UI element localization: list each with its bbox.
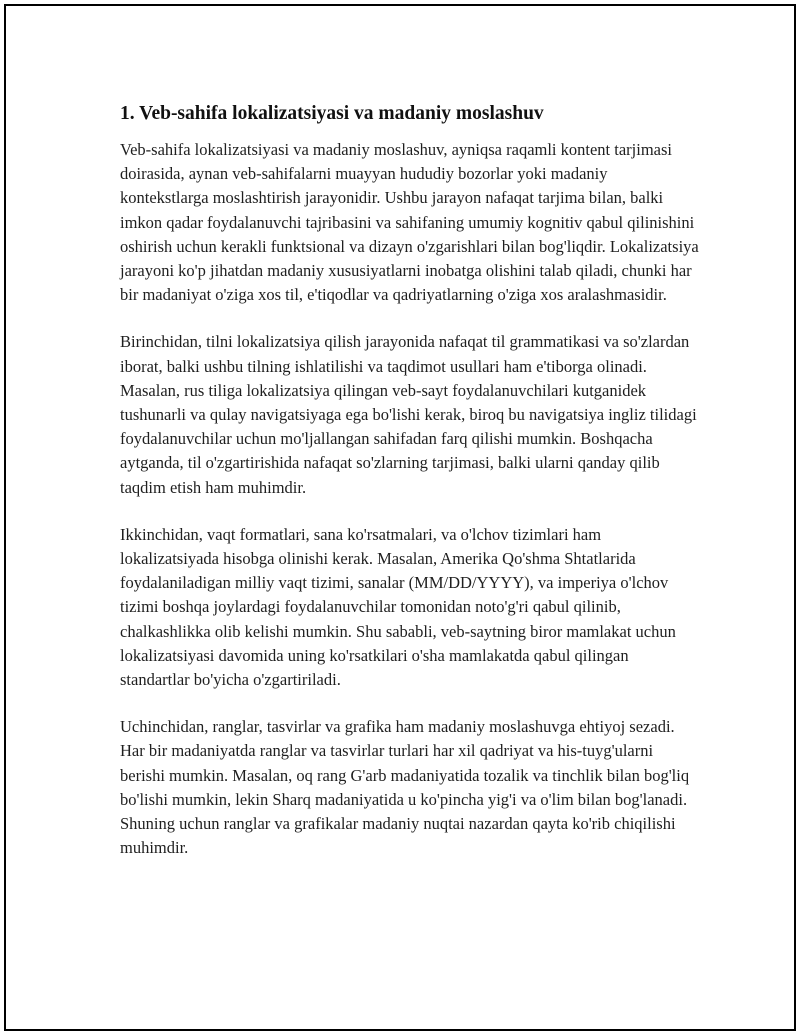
page-frame [4,4,796,1031]
paragraph-intro: Veb-sahifa lokalizatsiyasi va madaniy moslashuv, ayniqsa raqamli kontent tarjimasi doirasida, aynan veb-sahifalarni muayyan hududiy bozorlar yoki madaniy kontekstlarga moslashtirish jarayonidir. Ushbu jarayon nafaqat tarjima bilan, balki imkon qadar foydalanuvchi tajribasini va sahifaning umumiy kognitiv qabul qilinishini oshirish uchun kerakli funktsional va dizayn o'zgarishlari bilan bog'liqdir. Lokalizatsiya jarayoni ko'p jihatdan madaniy xususiyatlarni inobatga olishini talab qiladi, chunki har bir madaniyat o'ziga xos til, e'tiqodlar va qadriyatlarning o'ziga xos aralashmasidir. [120,140,699,305]
section-title: 1. Veb-sahifa lokalizatsiyasi va madaniy moslashuv [120,103,544,124]
paragraph-third-point: Uchinchidan, ranglar, tasvirlar va grafika ham madaniy moslashuvga ehtiyoj sezadi. Har bir madaniyatda ranglar va tasvirlar turlari har xil qadriyat va his-tuyg'ularni berishi mumkin. Masalan, oq rang G'arb madaniyatida tozalik va tinchlik bilan bog'liq bo'lishi mumkin, lekin Sharq madaniyatida u ko'pincha yig'i va o'lim bilan bog'lanadi. Shuning uchun ranglar va grafikalar madaniy nuqtai nazardan qayta ko'rib chiqilishi muhimdir. [120,717,690,858]
paragraph-second-point: Ikkinchidan, vaqt formatlari, sana ko'rsatmalari, va o'lchov tizimlari ham lokalizatsiyada hisobga olinishi kerak. Masalan, Amerika Qo'shma Shtatlarida foydalaniladigan milliy vaqt tizimi, sanalar (MM/DD/YYYY), va imperiya o'lchov tizimi boshqa joylardagi foydalanuvchilar tomonidan noto'g'ri qabul qilinib, chalkashlikka olib kelishi mumkin. Shu sababli, veb-saytning biror mamlakat uchun lokalizatsiyasi davomida uning ko'rsatkilari o'sha mamlakatda qabul qilingan standartlar bo'yicha o'zgartiriladi. [120,524,676,690]
paragraph-first-point: Birinchidan, tilni lokalizatsiya qilish jarayonida nafaqat til grammatikasi va so'zlardan iborat, balki ushbu tilning ishlatilishi va taqdimot usullari ham e'tiborga olinadi. Masalan, rus tiliga lokalizatsiya qilingan veb-sayt foydalanuvchilari kutganidek tushunarli va qulay navigatsiyaga ega bo'lishi kerak, biroq bu navigatsiya ingliz tilidagi foydalanuvchilar uchun mo'ljallangan sahifadan farq qilishi mumkin. Boshqacha aytganda, til o'zgartirishida nafaqat so'zlarning tarjimasi, balki ularni qanday qilib taqdim etish ham muhimdir. [120,332,697,497]
document-body [120,102,700,883]
